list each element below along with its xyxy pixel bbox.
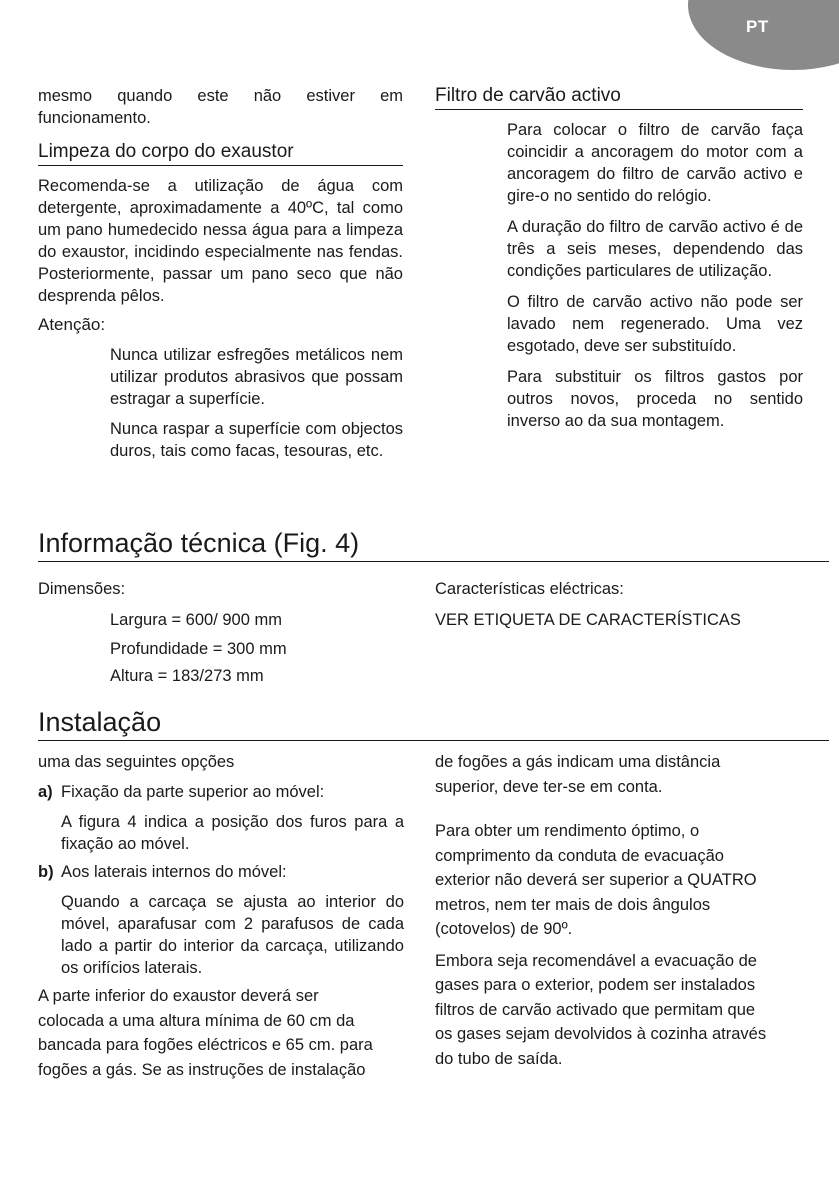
option-a-title: Fixação da parte superior ao móvel: [61, 783, 325, 801]
recirculation-text [435, 949, 815, 1072]
install-left-column [38, 751, 404, 1082]
dimension-item: Altura = 183/273 mm [110, 667, 264, 685]
text-line: (cotovelos) de 90º. [435, 920, 573, 938]
dimension-item: Profundidade = 300 mm [110, 640, 287, 658]
text-line: exterior não deverá ser superior a QUATRO [435, 871, 757, 889]
carbon-filter-paragraph: Para colocar o filtro de carvão faça coincidir a ancoragem do motor com a ancoragem do filtro de carvão activo e gire-o no sentido do relógio. [507, 121, 803, 205]
gas-distance-text [435, 750, 815, 799]
tech-heading: Informação técnica (Fig. 4) [38, 527, 829, 562]
electrical-value: VER ETIQUETA DE CARACTERÍSTICAS [435, 611, 741, 629]
text-line: Para obter um rendimento óptimo, o [435, 822, 700, 840]
text-line: A parte inferior do exaustor deverá ser [38, 987, 319, 1005]
carbon-filter-paragraph: Para substituir os filtros gastos por outros novos, proceda no sentido inverso ao da sua montagem. [507, 368, 803, 430]
install-right-column [435, 750, 815, 1071]
carbon-filter-paragraph: O filtro de carvão activo não pode ser lavado nem regenerado. Uma vez esgotado, deve ser substituído. [507, 293, 803, 355]
text-line: gases para o exterior, podem ser instalados [435, 976, 756, 994]
dimension-item: Largura = 600/ 900 mm [110, 611, 282, 629]
option-b-label: b) [38, 863, 54, 881]
text-line: metros, nem ter mais de dois ângulos [435, 895, 711, 914]
attention-item: Nunca raspar a superfície com objectos duros, tais como facas, tesouras, etc. [110, 420, 403, 460]
option-a-text: A figura 4 indica a posição dos furos para a fixação ao móvel. [61, 813, 404, 853]
text-line: de fogões a gás indicam uma distância [435, 753, 721, 771]
install-height-text [38, 984, 404, 1082]
text-line: comprimento da conduta de evacuação [435, 846, 724, 865]
text-line: fogões a gás. Se as instruções de instalação [38, 1060, 366, 1079]
option-b-title: Aos laterais internos do móvel: [61, 863, 287, 881]
duct-length-text [435, 819, 815, 942]
carbon-filter-paragraph: A duração do filtro de carvão activo é de três a seis meses, dependendo das condições particulares de utilização. [507, 218, 803, 280]
attention-item: Nunca utilizar esfregões metálicos nem utilizar produtos abrasivos que possam estragar a superfície. [110, 346, 403, 408]
carbon-filter-heading: Filtro de carvão activo [435, 84, 803, 110]
text-line: filtros de carvão activado que permitam que [435, 1000, 756, 1019]
electrical-block [435, 578, 815, 631]
option-a-row [38, 781, 404, 803]
language-tab-label: PT [746, 17, 769, 36]
option-b-row [38, 861, 404, 883]
carbon-filter-section [435, 84, 803, 432]
install-intro: uma das seguintes opções [38, 753, 235, 771]
cleaning-section [38, 85, 403, 462]
option-b-text: Quando a carcaça se ajusta ao interior do móvel, aparafusar com 2 parafusos de cada lado a partir do interior da carcaça, utilizando os orifícios laterais. [61, 893, 404, 977]
dimensions-block [38, 578, 403, 687]
cleaning-body: Recomenda-se a utilização de água com detergente, aproximadamente a 40ºC, tal como um pano humedecido nessa água para a limpeza do exaustor, incidindo especialmente nas fendas. Posteriormente, passar um pano seco que não desprenda pêlos. [38, 177, 403, 305]
text-line: bancada para fogões eléctricos e 65 cm. para [38, 1036, 373, 1054]
attention-label: Atenção: [38, 315, 106, 334]
text-line: do tubo de saída. [435, 1049, 563, 1068]
continuation-text: mesmo quando este não estiver em funcionamento. [38, 87, 403, 127]
text-line: Embora seja recomendável a evacuação de [435, 951, 757, 970]
text-line: colocada a uma altura mínima de 60 cm da [38, 1011, 355, 1030]
text-line: os gases sejam devolvidos à cozinha através [435, 1025, 767, 1043]
text-line: superior, deve ter-se em conta. [435, 777, 663, 796]
electrical-label: Características eléctricas: [435, 580, 624, 598]
cleaning-heading: Limpeza do corpo do exaustor [38, 140, 403, 166]
install-heading: Instalação [38, 706, 829, 741]
option-a-label: a) [38, 783, 53, 801]
dimensions-label: Dimensões: [38, 580, 126, 598]
